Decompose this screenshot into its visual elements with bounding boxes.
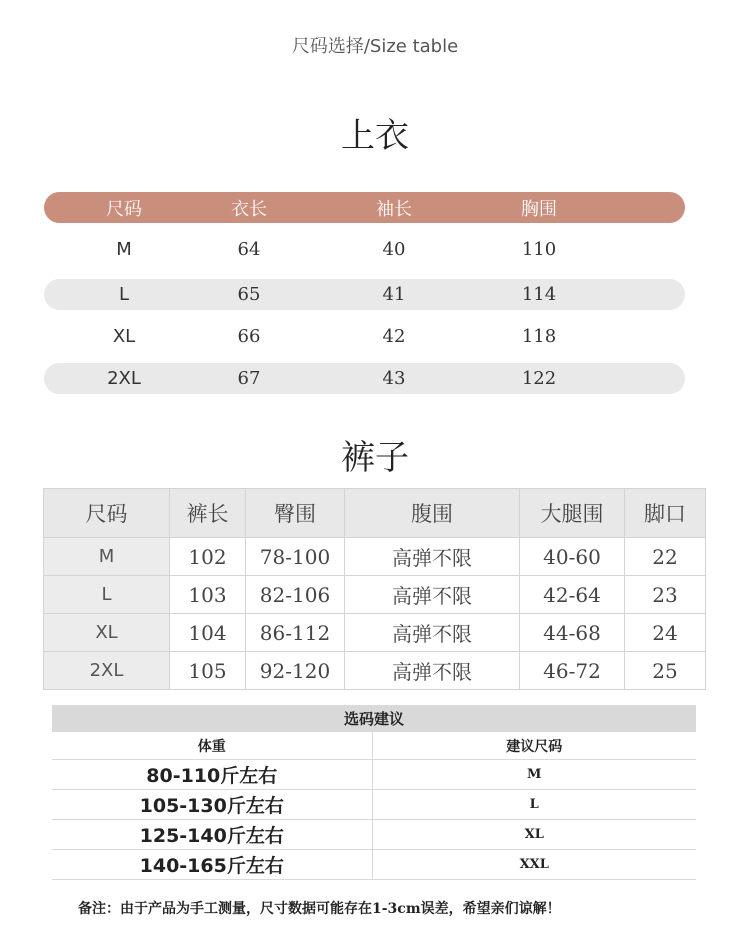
suggestion-size: M bbox=[372, 760, 696, 790]
tops-cell: 43 bbox=[382, 368, 406, 389]
pants-cell: 高弹不限 bbox=[345, 652, 520, 690]
pants-cell: 78-100 bbox=[246, 538, 345, 576]
pants-cell: M bbox=[44, 538, 170, 576]
tops-cell: 65 bbox=[237, 284, 261, 305]
table-header-row bbox=[44, 489, 706, 538]
tops-cell: XL bbox=[112, 326, 136, 347]
table-row bbox=[52, 790, 696, 820]
pants-header-waist: 腹围 bbox=[345, 489, 520, 538]
suggestion-weight: 125-140斤左右 bbox=[52, 820, 372, 850]
table-row bbox=[44, 538, 706, 576]
pants-cell: 44-68 bbox=[520, 614, 625, 652]
pants-cell: 42-64 bbox=[520, 576, 625, 614]
tops-cell: 114 bbox=[521, 284, 557, 305]
suggestion-title: 选码建议 bbox=[52, 705, 696, 732]
suggestion-header-weight: 体重 bbox=[52, 732, 372, 760]
pants-header-size: 尺码 bbox=[44, 489, 170, 538]
pants-cell: 86-112 bbox=[246, 614, 345, 652]
tops-cell: 42 bbox=[382, 326, 406, 347]
table-row bbox=[52, 820, 696, 850]
tops-cell: 40 bbox=[382, 239, 406, 260]
tops-cell: 110 bbox=[521, 239, 557, 260]
page-title: 尺码选择/Size table bbox=[291, 36, 459, 57]
pants-cell: 102 bbox=[170, 538, 246, 576]
pants-cell: 103 bbox=[170, 576, 246, 614]
table-row bbox=[44, 652, 706, 690]
pants-cell: XL bbox=[44, 614, 170, 652]
pants-table bbox=[43, 488, 706, 690]
pants-header-hem: 脚口 bbox=[625, 489, 706, 538]
pants-cell: 92-120 bbox=[246, 652, 345, 690]
pants-cell: 高弹不限 bbox=[345, 538, 520, 576]
table-row bbox=[44, 234, 685, 265]
suggestion-size: XXL bbox=[372, 850, 696, 880]
pants-cell: 82-106 bbox=[246, 576, 345, 614]
pants-cell: 105 bbox=[170, 652, 246, 690]
suggestion-weight: 80-110斤左右 bbox=[52, 760, 372, 790]
tops-section-title: 上衣 bbox=[341, 116, 409, 156]
pants-section-title: 裤子 bbox=[341, 438, 409, 478]
pants-cell: L bbox=[44, 576, 170, 614]
pants-cell: 2XL bbox=[44, 652, 170, 690]
tops-cell: 122 bbox=[521, 368, 557, 389]
pants-cell: 高弹不限 bbox=[345, 614, 520, 652]
table-header-row bbox=[52, 732, 696, 760]
tops-cell: 118 bbox=[521, 326, 557, 347]
tops-cell: 67 bbox=[237, 368, 261, 389]
suggestion-size: XL bbox=[372, 820, 696, 850]
pants-cell: 24 bbox=[625, 614, 706, 652]
tops-cell: 64 bbox=[237, 239, 261, 260]
pants-cell: 46-72 bbox=[520, 652, 625, 690]
tops-header-chest: 胸围 bbox=[521, 198, 557, 220]
table-row bbox=[52, 760, 696, 790]
table-row bbox=[44, 614, 706, 652]
tops-cell: 2XL bbox=[107, 368, 141, 389]
tops-cell: L bbox=[118, 284, 130, 305]
pants-header-thigh: 大腿围 bbox=[520, 489, 625, 538]
pants-header-hip: 臀围 bbox=[246, 489, 345, 538]
pants-cell: 23 bbox=[625, 576, 706, 614]
suggestion-weight: 105-130斤左右 bbox=[52, 790, 372, 820]
pants-cell: 40-60 bbox=[520, 538, 625, 576]
table-row bbox=[44, 576, 706, 614]
pants-cell: 25 bbox=[625, 652, 706, 690]
table-row bbox=[44, 363, 685, 394]
pants-cell: 22 bbox=[625, 538, 706, 576]
suggestion-weight: 140-165斤左右 bbox=[52, 850, 372, 880]
pants-cell: 104 bbox=[170, 614, 246, 652]
table-row bbox=[44, 279, 685, 310]
table-row bbox=[52, 850, 696, 880]
suggestion-header-size: 建议尺码 bbox=[372, 732, 696, 760]
tops-header-sleeve: 袖长 bbox=[376, 198, 412, 220]
tops-header-size: 尺码 bbox=[106, 198, 142, 220]
table-row bbox=[44, 321, 685, 352]
measurement-note: 备注：由于产品为手工测量，尺寸数据可能存在1-3cm误差，希望亲们谅解！ bbox=[78, 901, 561, 917]
tops-header-length: 衣长 bbox=[231, 198, 267, 220]
tops-cell: 66 bbox=[237, 326, 261, 347]
suggestion-size: L bbox=[372, 790, 696, 820]
tops-cell: 41 bbox=[382, 284, 406, 305]
pants-cell: 高弹不限 bbox=[345, 576, 520, 614]
tops-table-header bbox=[44, 192, 685, 223]
suggestion-table bbox=[52, 732, 696, 880]
pants-header-length: 裤长 bbox=[170, 489, 246, 538]
tops-cell: M bbox=[116, 239, 132, 260]
